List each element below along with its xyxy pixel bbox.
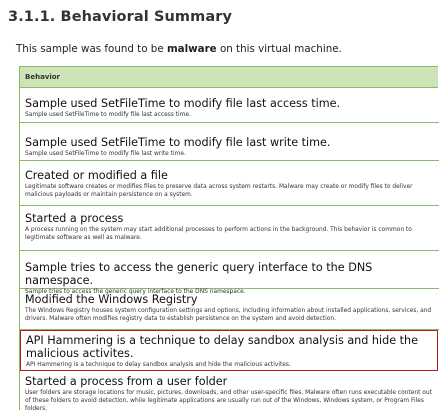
behavior-description: Sample tries to access the generic query interface to the DNS namespace.: [25, 289, 246, 295]
behavior-row-modified-registry: [20, 289, 439, 330]
behavior-title: Started a process: [25, 212, 124, 225]
behavior-description: Legitimate software creates or modifies files to preserve data across system restarts. Malware may create or modify files to deliver malicious payloads or maintain persistence on a system.: [25, 184, 413, 198]
intro-text: [16, 43, 342, 55]
behavior-description: A process running on the system may start additional processes to perform actions in the background. This behavior is common to legitimate software as well as malware.: [25, 227, 412, 241]
behavior-description: User folders are storage locations for music, pictures, downloads, and other user-specific files. Malware often runs executable content out of these folders to avoid detection, while legitimate applications are usually run out of the Windows, Windows system, or Program Files folders.: [25, 390, 432, 412]
intro-suffix: on this virtual machine.: [216, 43, 342, 55]
behavior-title: Started a process from a user folder: [25, 375, 228, 388]
behavior-row-setfiletime-access: [20, 89, 439, 123]
behavior-title: Sample used SetFileTime to modify file last access time.: [25, 97, 341, 110]
behavior-description: API Hammering is a technique to delay sandbox analysis and hide the malicious activites.: [26, 362, 291, 368]
behavior-title: Sample tries to access the generic query interface to the DNS namespace.: [25, 261, 373, 287]
behavior-column-header: Behavior: [20, 67, 438, 88]
verdict-malware: malware: [166, 43, 217, 55]
behavior-row-dns-query: [20, 251, 439, 295]
behavior-row-process-user-folder: [20, 372, 439, 414]
behavior-row-api-hammering: [20, 330, 438, 371]
behavior-row-created-file: [20, 161, 439, 206]
behavior-description: Sample used SetFileTime to modify file last write time.: [25, 151, 186, 157]
behavior-row-started-process: [20, 206, 439, 251]
behavior-description: Sample used SetFileTime to modify file last access time.: [25, 112, 191, 118]
behavior-title: Created or modified a file: [25, 169, 168, 182]
behavior-row-setfiletime-write: [20, 123, 439, 161]
behavior-title: API Hammering is a technique to delay sandbox analysis and hide the malicious activites.: [26, 334, 419, 360]
behavior-title: Modified the Windows Registry: [25, 293, 198, 306]
behavior-description: The Windows Registry houses system configuration settings and options, including information about installed applications, services, and drivers. Malware often modifies registry data to establish persistence on the system and avoid detection.: [25, 308, 432, 322]
behavior-table: [19, 66, 438, 410]
behavior-title: Sample used SetFileTime to modify file last write time.: [25, 136, 331, 149]
section-title: 3.1.1. Behavioral Summary: [8, 9, 233, 25]
intro-prefix: This sample was found to be: [16, 43, 167, 55]
